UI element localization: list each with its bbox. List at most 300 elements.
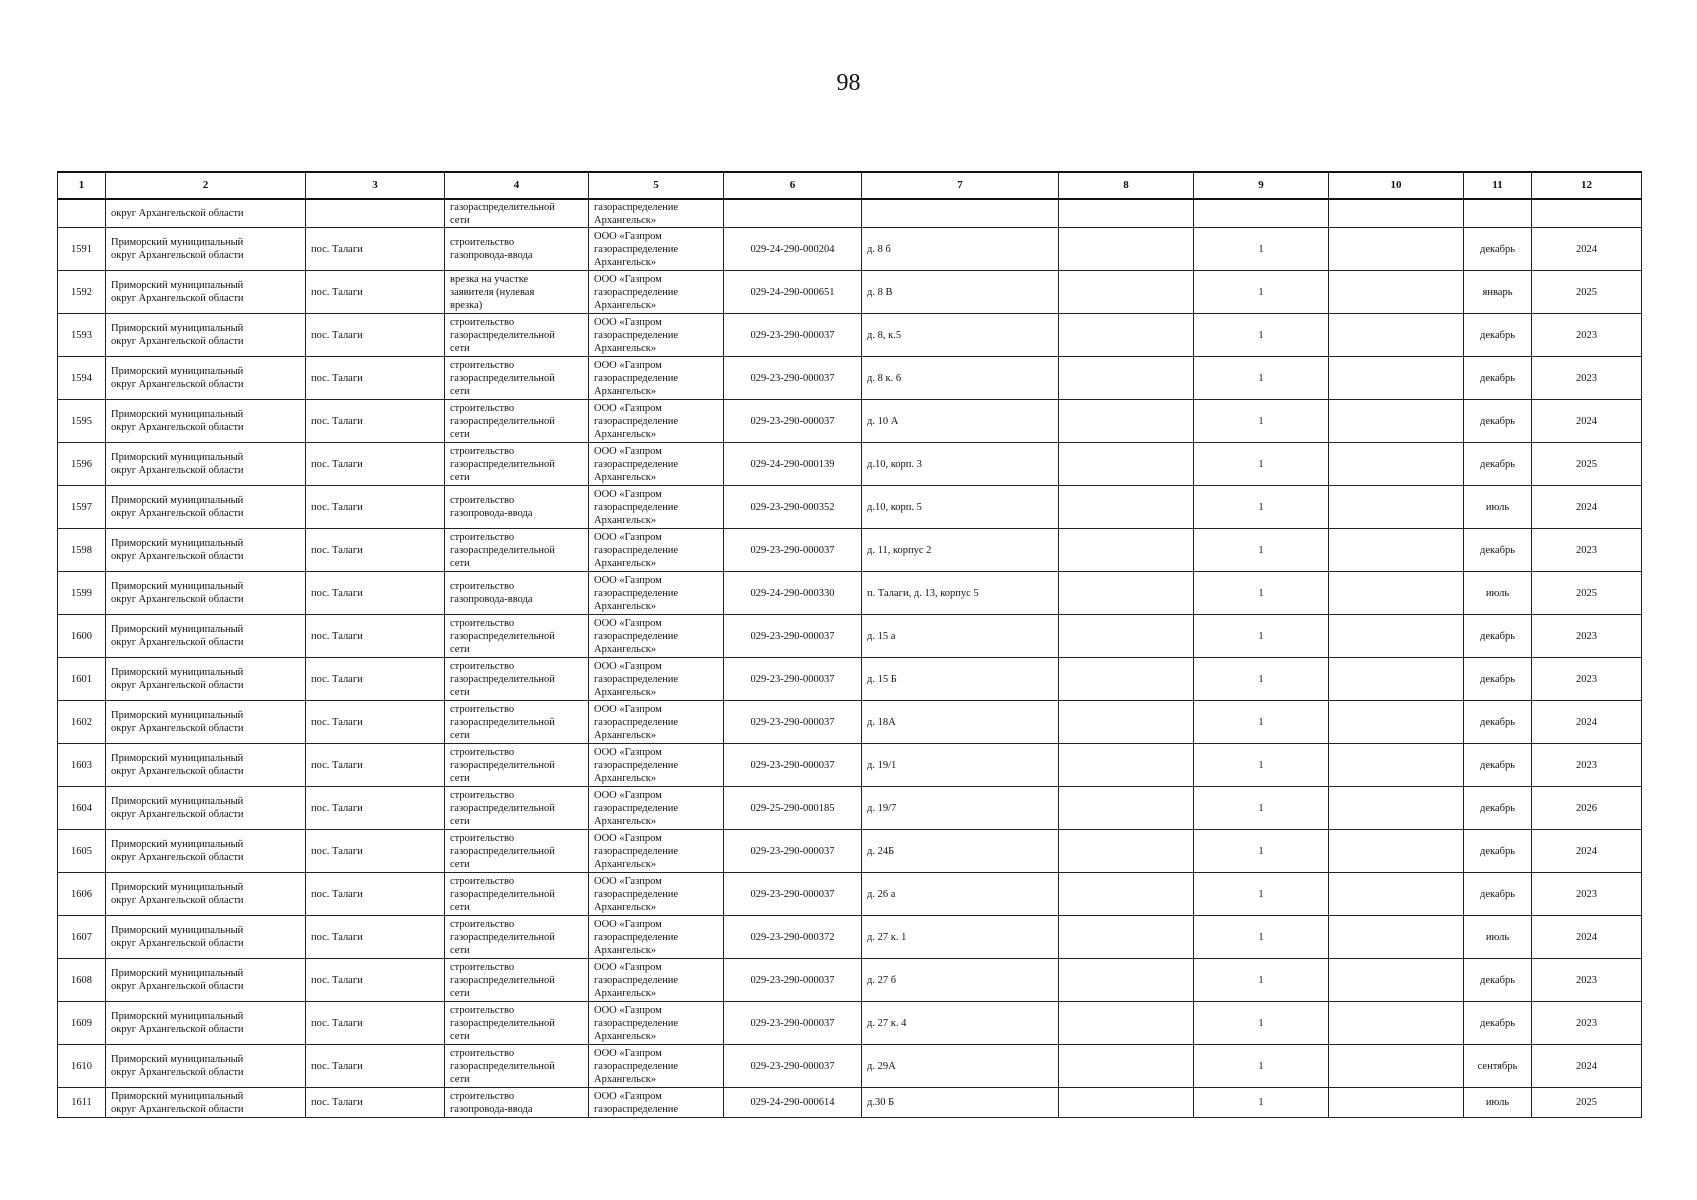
cell-text: декабрь <box>1480 845 1515 857</box>
cell-month <box>1464 271 1532 314</box>
cell-work-type <box>445 228 589 271</box>
cell-col-8 <box>1059 787 1194 830</box>
cell-address <box>862 443 1059 486</box>
cell-col-9 <box>1194 1088 1329 1118</box>
cell-work-type <box>445 658 589 701</box>
cell-text: 1 <box>1258 329 1264 341</box>
cell-col-9 <box>1194 228 1329 271</box>
cell-application-number <box>724 228 862 271</box>
cell-settlement <box>306 744 445 787</box>
cell-text: 1609 <box>71 1017 92 1029</box>
cell-row-number <box>58 787 106 830</box>
cell-address <box>862 916 1059 959</box>
cell-municipality <box>106 529 306 572</box>
cell-address <box>862 486 1059 529</box>
cell-row-number <box>58 314 106 357</box>
cell-text: ООО «Газпром газораспределение Архангельск» <box>594 574 679 612</box>
cell-col-9 <box>1194 314 1329 357</box>
cell-text: 1606 <box>71 888 92 900</box>
cell-text: Приморский муниципальный округ Архангельской области <box>111 1054 244 1078</box>
cell-organization <box>589 658 724 701</box>
cell-text: 1 <box>1258 501 1264 513</box>
cell-col-10 <box>1329 314 1464 357</box>
cell-address <box>862 314 1059 357</box>
header-cell-9: 9 <box>1194 172 1329 199</box>
continuation-work-type <box>445 199 589 228</box>
cell-col-9 <box>1194 400 1329 443</box>
cell-text: строительство газораспределительной сети <box>450 445 555 483</box>
cell-month <box>1464 701 1532 744</box>
cell-row-number <box>58 959 106 1002</box>
cell-text: ООО «Газпром газораспределение Архангельск» <box>594 1004 679 1042</box>
cell-text: д. 19/7 <box>867 802 897 814</box>
cell-text: пос. Талаги <box>311 415 363 427</box>
cell-settlement <box>306 486 445 529</box>
cell-text: ООО «Газпром газораспределение Архангельск» <box>594 660 679 698</box>
cell-col-10 <box>1329 572 1464 615</box>
cell-col-8 <box>1059 1002 1194 1045</box>
cell-text: д. 10 А <box>867 415 899 427</box>
cell-work-type <box>445 572 589 615</box>
cell-text: строительство газораспределительной сети <box>450 359 555 397</box>
table-row <box>58 1088 1642 1118</box>
cell-col-10 <box>1329 443 1464 486</box>
cell-text: 029-24-290-000204 <box>750 243 835 255</box>
cell-application-number <box>724 744 862 787</box>
cell-organization <box>589 744 724 787</box>
cell-settlement <box>306 615 445 658</box>
cell-work-type <box>445 959 589 1002</box>
table-row <box>58 228 1642 271</box>
cell-text: 2025 <box>1576 587 1597 599</box>
cell-text: д. 19/1 <box>867 759 897 771</box>
cell-organization <box>589 1002 724 1045</box>
cell-text: д. 8, к.5 <box>867 329 902 341</box>
cell-text: 1 <box>1258 1060 1264 1072</box>
cell-address <box>862 744 1059 787</box>
cell-year <box>1532 701 1642 744</box>
page-number: 98 <box>836 70 861 96</box>
header-cell-2: 2 <box>106 172 306 199</box>
cell-col-9 <box>1194 529 1329 572</box>
cell-year <box>1532 787 1642 830</box>
table-row <box>58 1002 1642 1045</box>
cell-month <box>1464 443 1532 486</box>
cell-application-number <box>724 873 862 916</box>
cell-text: д. 27 к. 4 <box>867 1017 907 1029</box>
cell-text: ООО «Газпром газораспределение Архангельск» <box>594 402 679 440</box>
cell-text: июль <box>1485 931 1510 943</box>
cell-text: Приморский муниципальный округ Архангельской области <box>111 667 244 691</box>
cell-organization <box>589 314 724 357</box>
cell-text: газораспределительной сети <box>450 201 555 226</box>
cell-application-number <box>724 271 862 314</box>
cell-organization <box>589 1045 724 1088</box>
cell-text: 029-23-290-000352 <box>750 501 835 513</box>
cell-text: пос. Талаги <box>311 243 363 255</box>
header-row <box>58 172 1642 199</box>
cell-month <box>1464 314 1532 357</box>
cell-settlement <box>306 572 445 615</box>
cell-application-number <box>724 916 862 959</box>
cell-work-type <box>445 486 589 529</box>
cell-row-number <box>58 572 106 615</box>
cell-address <box>862 1002 1059 1045</box>
cell-text: пос. Талаги <box>311 630 363 642</box>
cell-text: Приморский муниципальный округ Архангельской области <box>111 409 244 433</box>
cell-text: 1591 <box>71 243 92 255</box>
continuation-organization <box>589 199 724 228</box>
cell-organization <box>589 916 724 959</box>
cell-municipality <box>106 572 306 615</box>
cell-text: 1593 <box>71 329 92 341</box>
cell-row-number <box>58 615 106 658</box>
cell-year <box>1532 486 1642 529</box>
cell-address <box>862 787 1059 830</box>
cell-row-number <box>58 357 106 400</box>
cell-text: 1 <box>1258 845 1264 857</box>
cell-text: 029-25-290-000185 <box>750 802 835 814</box>
cell-work-type <box>445 314 589 357</box>
cell-text: строительство газопровода-ввода <box>450 495 533 519</box>
cell-organization <box>589 830 724 873</box>
cell-address <box>862 959 1059 1002</box>
cell-text: декабрь <box>1480 716 1515 728</box>
cell-text: июль <box>1485 501 1510 513</box>
cell-text: 1597 <box>71 501 92 513</box>
cell-text: 1 <box>1258 1017 1264 1029</box>
cell-text: д. 26 а <box>867 888 896 900</box>
cell-col-9 <box>1194 701 1329 744</box>
cell-text: строительство газораспределительной сети <box>450 531 555 569</box>
table-row <box>58 443 1642 486</box>
cell-col-10 <box>1329 959 1464 1002</box>
cell-text: п. Талаги, д. 13, корпус 5 <box>867 587 979 599</box>
cell-text: 1 <box>1258 243 1264 255</box>
cell-municipality <box>106 744 306 787</box>
continuation-application-number <box>724 199 862 228</box>
cell-text: декабрь <box>1480 372 1515 384</box>
cell-settlement <box>306 959 445 1002</box>
cell-row-number <box>58 1088 106 1118</box>
cell-text: 1596 <box>71 458 92 470</box>
cell-text: пос. Талаги <box>311 716 363 728</box>
cell-organization <box>589 228 724 271</box>
cell-row-number <box>58 400 106 443</box>
cell-settlement <box>306 916 445 959</box>
cell-text: пос. Талаги <box>311 888 363 900</box>
cell-text: 029-23-290-000037 <box>750 845 835 857</box>
cell-text: 1594 <box>71 372 92 384</box>
cell-settlement <box>306 400 445 443</box>
cell-text: 1 <box>1258 630 1264 642</box>
cell-address <box>862 271 1059 314</box>
cell-month <box>1464 486 1532 529</box>
cell-text: пос. Талаги <box>311 1097 363 1108</box>
cell-month <box>1464 744 1532 787</box>
continuation-month <box>1464 199 1532 228</box>
cell-text: декабрь <box>1480 243 1515 255</box>
cell-text: строительство газопровода-ввода <box>450 1090 533 1115</box>
cell-col-10 <box>1329 400 1464 443</box>
cell-text: 2023 <box>1576 329 1597 341</box>
table-row <box>58 314 1642 357</box>
cell-col-8 <box>1059 572 1194 615</box>
cell-year <box>1532 572 1642 615</box>
cell-text: Приморский муниципальный округ Архангельской области <box>111 1011 244 1035</box>
cell-text: строительство газопровода-ввода <box>450 581 533 605</box>
cell-year <box>1532 443 1642 486</box>
cell-text: 1 <box>1258 974 1264 986</box>
cell-col-8 <box>1059 701 1194 744</box>
cell-row-number <box>58 701 106 744</box>
cell-text: пос. Талаги <box>311 1017 363 1029</box>
cell-work-type <box>445 1002 589 1045</box>
cell-text: 2024 <box>1576 501 1597 513</box>
cell-application-number <box>724 1002 862 1045</box>
cell-organization <box>589 529 724 572</box>
cell-row-number <box>58 916 106 959</box>
cell-text: январь <box>1482 286 1513 298</box>
cell-application-number <box>724 787 862 830</box>
cell-work-type <box>445 701 589 744</box>
cell-row-number <box>58 744 106 787</box>
cell-application-number <box>724 572 862 615</box>
cell-text: 1603 <box>71 759 92 771</box>
cell-organization <box>589 701 724 744</box>
cell-text: пос. Талаги <box>311 501 363 513</box>
cell-municipality <box>106 873 306 916</box>
cell-col-9 <box>1194 1045 1329 1088</box>
cell-application-number <box>724 486 862 529</box>
cell-municipality <box>106 400 306 443</box>
cell-text: июль <box>1485 1097 1510 1108</box>
cell-col-8 <box>1059 314 1194 357</box>
cell-col-8 <box>1059 529 1194 572</box>
cell-year <box>1532 314 1642 357</box>
cell-text: д. 27 к. 1 <box>867 931 907 943</box>
table-row <box>58 357 1642 400</box>
cell-application-number <box>724 400 862 443</box>
cell-work-type <box>445 615 589 658</box>
cell-text: декабрь <box>1480 802 1515 814</box>
cell-text: д. 18А <box>867 716 896 728</box>
cell-text: декабрь <box>1480 329 1515 341</box>
continuation-year <box>1532 199 1642 228</box>
cell-organization <box>589 357 724 400</box>
cell-text: декабрь <box>1480 974 1515 986</box>
cell-year <box>1532 1045 1642 1088</box>
cell-municipality <box>106 1045 306 1088</box>
cell-text: строительство газораспределительной сети <box>450 1004 555 1042</box>
cell-text: газораспределение Архангельск» <box>594 201 679 226</box>
cell-text: строительство газораспределительной сети <box>450 789 555 827</box>
cell-year <box>1532 357 1642 400</box>
cell-settlement <box>306 658 445 701</box>
cell-row-number <box>58 873 106 916</box>
table-body <box>58 199 1642 1118</box>
cell-municipality <box>106 959 306 1002</box>
cell-text: 1 <box>1258 931 1264 943</box>
cell-col-9 <box>1194 572 1329 615</box>
cell-text: Приморский муниципальный округ Архангельской области <box>111 839 244 863</box>
cell-organization <box>589 615 724 658</box>
cell-text: 029-23-290-000037 <box>750 673 835 685</box>
cell-municipality <box>106 1088 306 1118</box>
cell-text: строительство газораспределительной сети <box>450 746 555 784</box>
cell-col-9 <box>1194 271 1329 314</box>
cell-organization <box>589 1088 724 1118</box>
cell-text: 029-23-290-000037 <box>750 372 835 384</box>
cell-text: 1600 <box>71 630 92 642</box>
cell-text: 029-24-290-000139 <box>750 458 835 470</box>
cell-month <box>1464 916 1532 959</box>
cell-text: декабрь <box>1480 759 1515 771</box>
cell-organization <box>589 400 724 443</box>
cell-text: строительство газопровода-ввода <box>450 237 533 261</box>
cell-settlement <box>306 357 445 400</box>
cell-col-8 <box>1059 916 1194 959</box>
cell-month <box>1464 873 1532 916</box>
cell-text: пос. Талаги <box>311 1060 363 1072</box>
cell-text: Приморский муниципальный округ Архангельской области <box>111 1090 244 1115</box>
cell-row-number <box>58 443 106 486</box>
cell-text: 2025 <box>1576 1097 1597 1108</box>
cell-text: ООО «Газпром газораспределение Архангельск» <box>594 359 679 397</box>
cell-col-8 <box>1059 959 1194 1002</box>
cell-text: Приморский муниципальный округ Архангельской области <box>111 495 244 519</box>
cell-application-number <box>724 443 862 486</box>
cell-text: ООО «Газпром газораспределение Архангельск» <box>594 488 679 526</box>
cell-municipality <box>106 701 306 744</box>
cell-text: декабрь <box>1480 673 1515 685</box>
cell-text: 1 <box>1258 716 1264 728</box>
cell-month <box>1464 400 1532 443</box>
cell-text: 1 <box>1258 372 1264 384</box>
cell-text: 029-23-290-000372 <box>750 931 835 943</box>
cell-text: д. 29А <box>867 1060 896 1072</box>
cell-text: 2023 <box>1576 888 1597 900</box>
cell-text: 1611 <box>71 1097 92 1108</box>
cell-text: Приморский муниципальный округ Архангельской области <box>111 538 244 562</box>
table-row <box>58 1045 1642 1088</box>
continuation-address <box>862 199 1059 228</box>
cell-text: 1 <box>1258 673 1264 685</box>
cell-text: 1 <box>1258 802 1264 814</box>
cell-address <box>862 228 1059 271</box>
table-row <box>58 959 1642 1002</box>
header-cell-3: 3 <box>306 172 445 199</box>
cell-text: д. 27 б <box>867 974 897 986</box>
cell-municipality <box>106 486 306 529</box>
cell-organization <box>589 959 724 1002</box>
cell-text: 1598 <box>71 544 92 556</box>
cell-col-10 <box>1329 744 1464 787</box>
cell-municipality <box>106 271 306 314</box>
cell-text: Приморский муниципальный округ Архангельской области <box>111 624 244 648</box>
cell-address <box>862 1045 1059 1088</box>
cell-text: пос. Талаги <box>311 673 363 685</box>
cell-work-type <box>445 357 589 400</box>
cell-col-10 <box>1329 228 1464 271</box>
cell-text: 1 <box>1258 1097 1264 1108</box>
cell-text: Приморский муниципальный округ Архангельской области <box>111 452 244 476</box>
cell-text: д. 8 б <box>867 243 891 255</box>
cell-text: пос. Талаги <box>311 802 363 814</box>
cell-text: 2025 <box>1576 458 1597 470</box>
cell-year <box>1532 529 1642 572</box>
header-cell-10: 10 <box>1329 172 1464 199</box>
cell-text: врезка на участке заявителя (нулевая врезка) <box>450 273 535 311</box>
continuation-municipality <box>106 199 306 228</box>
cell-month <box>1464 529 1532 572</box>
cell-text: пос. Талаги <box>311 845 363 857</box>
cell-col-9 <box>1194 787 1329 830</box>
cell-organization <box>589 787 724 830</box>
cell-municipality <box>106 658 306 701</box>
continuation-col-9 <box>1194 199 1329 228</box>
cell-text: 1610 <box>71 1060 92 1072</box>
cell-row-number <box>58 529 106 572</box>
cell-text: ООО «Газпром газораспределение Архангельск» <box>594 832 679 870</box>
cell-text: 1599 <box>71 587 92 599</box>
cell-text: 1 <box>1258 458 1264 470</box>
table-row <box>58 830 1642 873</box>
cell-text: 029-23-290-000037 <box>750 415 835 427</box>
cell-text: 2024 <box>1576 931 1597 943</box>
cell-text: 2024 <box>1576 1060 1597 1072</box>
cell-settlement <box>306 1045 445 1088</box>
cell-application-number <box>724 357 862 400</box>
cell-text: 029-23-290-000037 <box>750 759 835 771</box>
cell-year <box>1532 830 1642 873</box>
table-row <box>58 400 1642 443</box>
cell-col-8 <box>1059 744 1194 787</box>
cell-organization <box>589 443 724 486</box>
table-row <box>58 271 1642 314</box>
cell-text: Приморский муниципальный округ Архангельской области <box>111 753 244 777</box>
cell-col-8 <box>1059 486 1194 529</box>
cell-year <box>1532 228 1642 271</box>
cell-text: 1602 <box>71 716 92 728</box>
header-cell-11: 11 <box>1464 172 1532 199</box>
cell-municipality <box>106 443 306 486</box>
cell-settlement <box>306 314 445 357</box>
cell-text: 1 <box>1258 286 1264 298</box>
cell-text: 029-23-290-000037 <box>750 544 835 556</box>
cell-row-number <box>58 1002 106 1045</box>
cell-year <box>1532 271 1642 314</box>
cell-application-number <box>724 658 862 701</box>
cell-text: 2023 <box>1576 759 1597 771</box>
cell-col-8 <box>1059 830 1194 873</box>
cell-col-10 <box>1329 873 1464 916</box>
cell-row-number <box>58 658 106 701</box>
cell-month <box>1464 615 1532 658</box>
cell-address <box>862 400 1059 443</box>
cell-col-8 <box>1059 357 1194 400</box>
cell-col-8 <box>1059 873 1194 916</box>
cell-text: ООО «Газпром газораспределение Архангельск» <box>594 875 679 913</box>
cell-col-9 <box>1194 873 1329 916</box>
cell-month <box>1464 1088 1532 1118</box>
cell-text: Приморский муниципальный округ Архангельской области <box>111 581 244 605</box>
cell-address <box>862 873 1059 916</box>
cell-text: ООО «Газпром газораспределение Архангельск» <box>594 316 679 354</box>
continuation-settlement <box>306 199 445 228</box>
cell-text: ООО «Газпром газораспределение Архангельск» <box>594 445 679 483</box>
cell-text: 1601 <box>71 673 92 685</box>
